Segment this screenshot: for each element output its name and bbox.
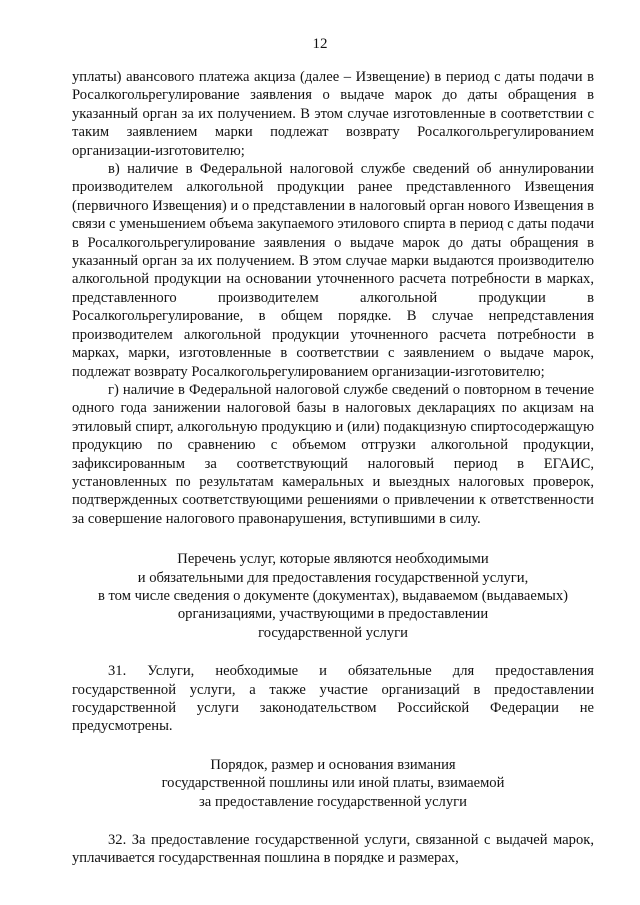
heading-line: организациями, участвующими в предоставлении bbox=[177, 606, 489, 623]
heading-line: за предоставление государственной услуги bbox=[199, 793, 467, 810]
paragraph-31: 31. Услуги, необходимые и обязательные для предоставления государственной услуги, а также участие организаций в предоставлении государственной услуги законодательством Российской Федерации не предусмотрены. bbox=[72, 663, 594, 735]
heading-line: Перечень услуг, которые являются необходимыми bbox=[177, 551, 489, 568]
paragraph-item-v: в) наличие в Федеральной налоговой службе сведений об аннулировании производителем алкогольной продукции ранее представленного Извещения (первичного Извещения) и о представлении в налоговый орган нового Извещения в связи с уменьшением объема закупаемого этилового спирта в период с даты подачи в Росалкогольрегулирование заявления о выдаче марок до даты обращения в указанный орган за их получением. В этом случае марки выдаются производителю алкогольной продукции на основании уточненного расчета потребности в марках, представленного производителем алкогольной продукции в Росалкогольрегулирование, в общем порядке. В случае непредставления производителем алкогольной продукции уточненного расчета потребности в марках, марки, изготовленные в соответствии с заявлением о выдаче марок, подлежат возврату Росалкогольрегулированием организации-изготовителю; bbox=[72, 161, 594, 380]
section-heading-state-fee bbox=[72, 756, 594, 811]
document-body bbox=[72, 68, 594, 868]
paragraph-32: 32. За предоставление государственной услуги, связанной с выдачей марок, уплачивается государственная пошлина в порядке и размерах, bbox=[72, 832, 594, 867]
heading-line: государственной услуги bbox=[258, 624, 408, 641]
paragraph-item-g: г) наличие в Федеральной налоговой службе сведений о повторном в течение одного года занижении налоговой базы в налоговых декларациях по акцизам на этиловый спирт, алкогольную продукцию и (или) подакцизную спиртосодержащую продукцию по сравнению с объемом отгрузки алкогольной продукции, зафиксированным за соответствующий налоговый период в ЕГАИС, установленных по результатам камеральных и выездных налоговых проверок, подтвержденных соответствующими решениями о привлечении к ответственности за совершение налогового правонарушения, вступившими в силу. bbox=[72, 381, 594, 527]
section-heading-services bbox=[72, 550, 594, 642]
heading-line: и обязательными для предоставления государственной услуги, bbox=[137, 569, 529, 586]
heading-line: государственной пошлины или иной платы, взимаемой bbox=[161, 775, 505, 792]
paragraph-continuation: уплаты) авансового платежа акциза (далее – Извещение) в период с даты подачи в Росалкогольрегулирование заявления о выдаче марок до даты обращения в указанный орган за их получением. В этом случае изготовленные в соответствии с таким заявлением марки подлежат возврату Росалкогольрегулированием организации-изготовителю; bbox=[72, 69, 594, 159]
heading-line: Порядок, размер и основания взимания bbox=[210, 756, 456, 773]
page-number: 12 bbox=[312, 36, 328, 52]
heading-line: в том числе сведения о документе (документах), выдаваемом (выдаваемых) bbox=[97, 587, 569, 604]
